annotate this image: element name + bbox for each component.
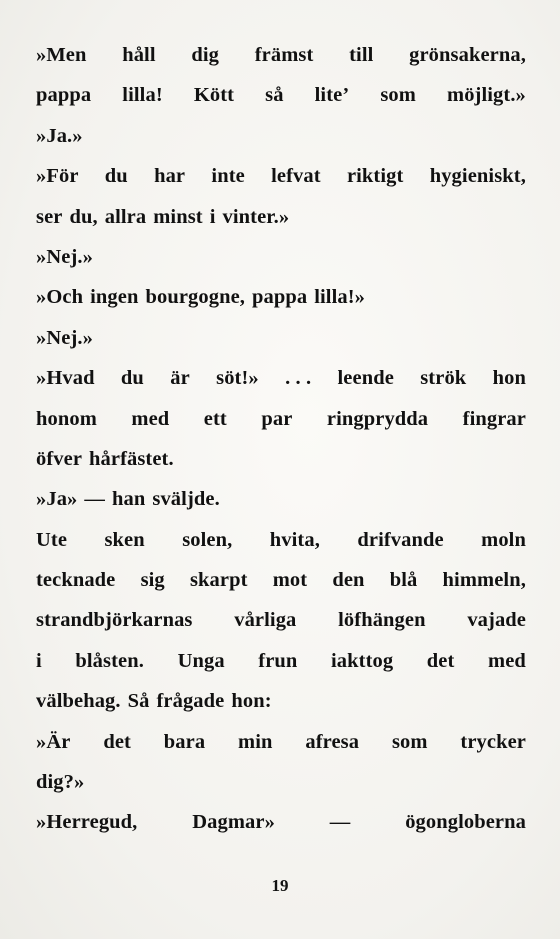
word: i	[36, 649, 42, 672]
word: välbehag.	[36, 690, 121, 713]
word: ser	[36, 205, 63, 228]
word: ingen	[90, 286, 139, 309]
word: »Ja.»	[36, 124, 83, 147]
word: —	[329, 811, 351, 834]
page-number: 19	[271, 876, 289, 895]
word: trycker	[460, 730, 526, 753]
word: »Är	[36, 730, 71, 753]
text-line	[36, 246, 526, 286]
text-line	[36, 44, 526, 84]
word: minst	[153, 205, 203, 228]
word: par	[261, 407, 293, 430]
word: håll	[122, 44, 156, 66]
word: sken	[104, 528, 145, 551]
text-line	[36, 731, 526, 771]
word: som	[380, 84, 416, 107]
word: pappa	[252, 286, 308, 309]
word: ringprydda	[326, 407, 429, 430]
word: inte	[211, 165, 245, 188]
text-line	[36, 569, 526, 609]
word: honom	[36, 407, 97, 430]
body-text	[36, 44, 526, 852]
word: mot	[272, 569, 308, 592]
word: strök	[420, 367, 467, 390]
word: strandbjörkarnas	[36, 609, 193, 632]
word: »Och	[36, 286, 84, 309]
word: pappa	[36, 84, 92, 107]
word: grönsakerna,	[409, 44, 526, 66]
word: afresa	[305, 730, 360, 753]
word: frågade	[156, 690, 225, 713]
word: . . .	[285, 367, 312, 390]
word: iakttog	[331, 649, 394, 672]
word: lilla!»	[314, 286, 366, 309]
word: har	[154, 165, 186, 188]
word: det	[103, 730, 131, 753]
word: blåsten.	[75, 649, 144, 672]
word: till	[349, 44, 374, 66]
word: vårliga	[234, 609, 297, 632]
word: Kött	[193, 84, 235, 107]
word: »Herregud,	[36, 811, 138, 834]
word: med	[488, 649, 526, 672]
text-line	[36, 206, 526, 246]
text-line	[36, 529, 526, 569]
word: är	[170, 367, 190, 390]
word: du,	[69, 205, 98, 228]
word: »Hvad	[36, 367, 95, 390]
word: »Ja»	[36, 488, 78, 511]
word: vajade	[467, 609, 526, 632]
word: möjligt.»	[447, 84, 526, 107]
text-line	[36, 448, 526, 488]
text-line	[36, 125, 526, 165]
word: min	[238, 730, 273, 753]
word: lilla!	[122, 84, 163, 107]
word: himmeln,	[442, 569, 526, 592]
text-line	[36, 690, 526, 730]
word: —	[84, 488, 106, 511]
word: lefvat	[271, 165, 321, 188]
word: bara	[163, 730, 206, 753]
word: allra	[104, 205, 147, 228]
word: Så	[127, 690, 150, 713]
text-line	[36, 488, 526, 528]
text-line	[36, 408, 526, 448]
text-line	[36, 811, 526, 851]
word: som	[391, 730, 428, 753]
word: sig	[140, 569, 165, 592]
word: drifvande	[357, 528, 444, 551]
word: i	[209, 205, 216, 228]
text-line	[36, 609, 526, 649]
word: du	[104, 165, 128, 188]
word: ögongloberna	[405, 811, 526, 834]
text-line	[36, 165, 526, 205]
word: du	[120, 367, 144, 390]
text-line	[36, 84, 526, 124]
word: »Nej.»	[36, 245, 93, 268]
word: så	[265, 84, 284, 107]
word: blå	[389, 569, 418, 592]
word: öfver	[36, 447, 83, 470]
text-line	[36, 771, 526, 811]
word: moln	[481, 528, 526, 551]
word: tecknade	[36, 569, 116, 592]
word: hvita,	[269, 528, 320, 551]
word: sväljde.	[152, 488, 220, 511]
word: dig	[191, 44, 220, 66]
word: bourgogne,	[145, 286, 245, 309]
text-line	[36, 650, 526, 690]
word: »Men	[36, 44, 87, 66]
word: frun	[258, 649, 298, 672]
word: dig?»	[36, 771, 85, 794]
word: lite’	[314, 84, 350, 107]
word: hon	[492, 367, 526, 390]
text-line	[36, 286, 526, 326]
word: solen,	[182, 528, 233, 551]
word: leende	[337, 367, 394, 390]
text-line	[36, 367, 526, 407]
word: Dagmar»	[192, 811, 275, 834]
word: fingrar	[462, 407, 526, 430]
word: ett	[203, 407, 227, 430]
word: det	[426, 649, 455, 672]
word: hon:	[231, 690, 272, 713]
word: Ute	[36, 528, 68, 551]
word: Unga	[177, 649, 225, 672]
word: löfhängen	[338, 609, 426, 632]
word: den	[332, 569, 365, 592]
word: han	[112, 488, 146, 511]
word: med	[131, 407, 170, 430]
word: »Nej.»	[36, 326, 93, 349]
word: »För	[36, 165, 79, 188]
word: främst	[254, 44, 314, 66]
text-line	[36, 327, 526, 367]
word: vinter.»	[222, 205, 290, 228]
word: hygieniskt,	[429, 165, 526, 188]
word: söt!»	[216, 367, 259, 390]
word: hårfästet.	[89, 447, 174, 470]
word: riktigt	[346, 165, 404, 188]
word: skarpt	[189, 569, 248, 592]
